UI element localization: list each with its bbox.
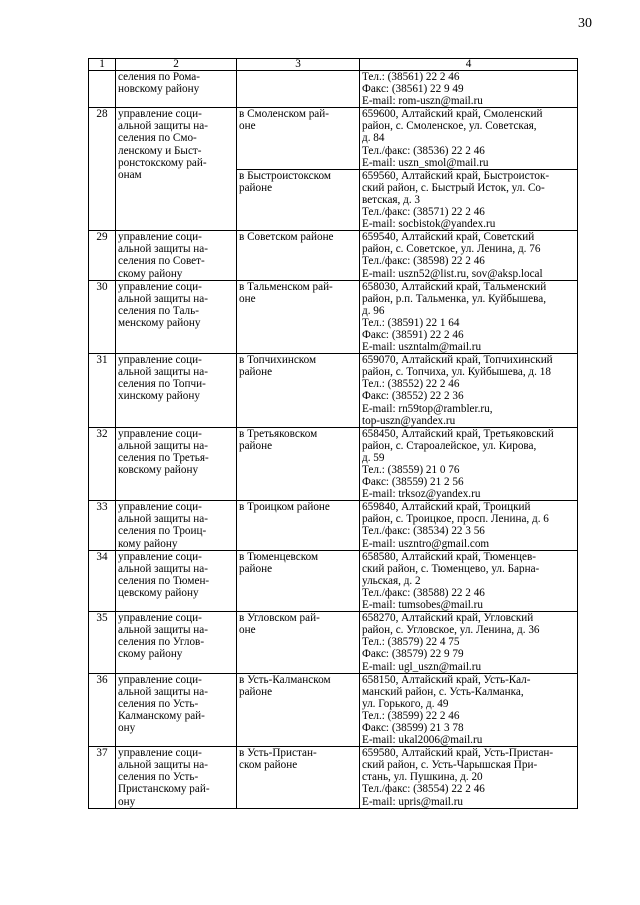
organization-line: Пристанскому рай- [118, 783, 210, 796]
district-cell [237, 501, 360, 550]
contact-line: ветская, д. 3 [362, 193, 421, 206]
organization-line: альной защиты на- [118, 366, 208, 379]
organization-line: селения по Топчи- [118, 378, 206, 391]
organization-line: управление соци- [118, 747, 202, 760]
contact-line: Тел.: (38591) 22 1 64 [362, 316, 460, 329]
organization-line: селения по Совет- [118, 255, 205, 268]
contact-line: ский район, с. Тюменцево, ул. Барна- [362, 562, 540, 575]
district-line: в Тальменском рай- [239, 280, 333, 293]
district-line: районе [239, 366, 273, 379]
organization-line: альной защиты на- [118, 292, 208, 305]
row-number: 29 [89, 231, 116, 280]
organization-cell [116, 108, 237, 231]
contact-line: район, с. Староалейское, ул. Кирова, [362, 439, 537, 452]
organization-line: ковскому району [118, 464, 199, 476]
contact-line: манский район, с. Усть-Калманка, [362, 685, 524, 698]
district-line: оне [239, 624, 256, 637]
organization-line: альной защиты на- [118, 243, 208, 256]
contact-line: Тел.: (38552) 22 2 46 [362, 378, 460, 391]
organization-cell [116, 427, 237, 501]
organization-line: ленскому и Быст- [118, 144, 202, 157]
district-line: в Усть-Калманском [239, 673, 331, 686]
table-row [89, 673, 578, 747]
row-number: 32 [89, 427, 116, 501]
contact-line: Тел./факс: (38598) 22 2 46 [362, 255, 485, 268]
district-line: в Тюменцевском [239, 550, 319, 563]
district-line: районе [239, 439, 273, 452]
organization-line: управление соци- [118, 354, 202, 367]
organization-line: Калманскому рай- [118, 709, 205, 722]
district-line: оне [239, 120, 256, 133]
contact-line: E-mail: rom-uszn@mail.ru [362, 95, 483, 108]
district-cell [237, 612, 360, 673]
table-row [89, 71, 578, 108]
district-cell [237, 427, 360, 501]
header-col-1: 1 [89, 59, 116, 71]
organization-cell [116, 280, 237, 354]
table-row [89, 354, 578, 428]
contact-line: E-mail: ugl_uszn@mail.ru [362, 660, 482, 673]
organization-line: селения по Усть- [118, 697, 199, 710]
contact-line: 658030, Алтайский край, Тальменский [362, 280, 547, 293]
contact-line: Тел.: (38559) 21 0 76 [362, 464, 460, 476]
contact-line: 658150, Алтайский край, Усть-Кал- [362, 673, 531, 686]
table-row [89, 427, 578, 501]
contact-line: ул. Горького, д. 49 [362, 697, 449, 710]
contact-line: E-mail: uszntalm@mail.ru [362, 341, 482, 354]
contact-line: Факс: (38579) 22 9 79 [362, 648, 464, 661]
organization-line: скому району [118, 267, 183, 280]
organization-cell [116, 550, 237, 611]
organization-line: управление соци- [118, 231, 202, 244]
district-line: в Смоленском рай- [239, 108, 329, 121]
organization-cell [116, 673, 237, 747]
contact-line: Факс: (38599) 21 3 78 [362, 721, 464, 734]
organization-line: альной защиты на- [118, 759, 208, 772]
offices-table [88, 58, 578, 809]
district-line: в Угловском рай- [239, 612, 320, 625]
row-number: 30 [89, 280, 116, 354]
contact-line: E-mail: uszn_smol@mail.ru [362, 156, 489, 169]
row-number: 31 [89, 354, 116, 428]
header-col-3: 3 [237, 59, 360, 71]
contact-cell [360, 71, 578, 108]
district-line: ском районе [239, 759, 298, 772]
district-cell [237, 280, 360, 354]
organization-line: альной защиты на- [118, 562, 208, 575]
contact-line: Факс: (38559) 21 2 56 [362, 476, 464, 489]
district-cell [237, 747, 360, 808]
organization-line: селения по Усть- [118, 771, 199, 784]
organization-line: альной защиты на- [118, 624, 208, 637]
organization-line: селения по Третья- [118, 451, 209, 464]
contact-line: Тел.: (38579) 22 4 75 [362, 636, 460, 649]
organization-line: альной защиты на- [118, 120, 208, 133]
organization-cell [116, 501, 237, 550]
contact-line: район, с. Троицкое, просп. Ленина, д. 6 [362, 513, 549, 526]
district-line: районе [239, 562, 273, 575]
contact-line: Тел./факс: (38588) 22 2 46 [362, 586, 485, 599]
contact-line: 659560, Алтайский край, Быстроисток- [362, 169, 550, 182]
organization-line: управление соци- [118, 612, 202, 625]
organization-line: ону [118, 795, 136, 808]
organization-line: управление соци- [118, 427, 202, 440]
organization-line: управление соци- [118, 501, 202, 514]
row-number [89, 71, 116, 108]
table-row [89, 108, 578, 169]
organization-line: ону [118, 721, 136, 734]
contact-line: Факс: (38591) 22 2 46 [362, 328, 464, 341]
table-row [89, 612, 578, 673]
contact-line: д. 84 [362, 132, 385, 145]
contact-line: д. 96 [362, 304, 385, 317]
district-cell [237, 354, 360, 428]
district-cell [237, 550, 360, 611]
organization-line: управление соци- [118, 673, 202, 686]
district-cell [237, 231, 360, 280]
contact-line: 659070, Алтайский край, Топчихинский [362, 354, 553, 367]
contact-cell [360, 747, 578, 808]
organization-line: альной защиты на- [118, 439, 208, 452]
contact-line: E-mail: socbistok@yandex.ru [362, 218, 496, 231]
contact-line: Факс: (38552) 22 2 36 [362, 390, 464, 403]
contact-line: район, с. Угловское, ул. Ленина, д. 36 [362, 624, 540, 637]
page-number: 30 [578, 16, 592, 31]
contact-line: район, р.п. Тальменка, ул. Куйбышева, [362, 292, 547, 305]
contact-line: Тел.: (38561) 22 2 46 [362, 71, 460, 83]
row-number: 37 [89, 747, 116, 808]
contact-line: Тел./факс: (38554) 22 2 46 [362, 783, 485, 796]
contact-cell [360, 108, 578, 169]
table-row [89, 231, 578, 280]
contact-line: Факс: (38561) 22 9 49 [362, 83, 464, 96]
organization-line: селения по Углов- [118, 636, 205, 649]
organization-line: альной защиты на- [118, 685, 208, 698]
district-line: районе [239, 181, 273, 194]
contact-line: E-mail: uszntro@gmail.com [362, 537, 490, 550]
contact-line: стань, ул. Пушкина, д. 20 [362, 771, 483, 784]
organization-line: управление соци- [118, 108, 202, 121]
organization-line: селения по Таль- [118, 304, 199, 317]
contact-line: ский район, с. Быстрый Исток, ул. Со- [362, 181, 545, 194]
contact-line: ский район, с. Усть-Чарышская При- [362, 759, 538, 772]
contact-cell [360, 612, 578, 673]
contact-cell [360, 169, 578, 230]
contact-line: E-mail: tumsobes@mail.ru [362, 599, 483, 612]
district-line: оне [239, 292, 256, 305]
row-number: 33 [89, 501, 116, 550]
contact-cell [360, 354, 578, 428]
contact-line: E-mail: rn59top@rambler.ru, [362, 402, 493, 415]
organization-line: селения по Смо- [118, 132, 197, 145]
contact-line: E-mail: ukal2006@mail.ru [362, 734, 483, 747]
organization-line: управление соци- [118, 550, 202, 563]
organization-cell [116, 71, 237, 108]
row-number: 35 [89, 612, 116, 673]
district-line: в Быстроистокском [239, 169, 331, 182]
header-col-4: 4 [360, 59, 578, 71]
contact-line: 658580, Алтайский край, Тюменцев- [362, 550, 537, 563]
header-col-2: 2 [116, 59, 237, 71]
contact-line: 658270, Алтайский край, Угловский [362, 612, 534, 625]
row-number: 28 [89, 108, 116, 231]
contact-cell [360, 231, 578, 280]
organization-line: управление соци- [118, 280, 202, 293]
contact-line: E-mail: uszn52@list.ru, sov@aksp.local [362, 267, 543, 280]
table-body [89, 71, 578, 809]
district-line: в Советском районе [239, 231, 334, 244]
district-line: в Топчихинском [239, 354, 317, 367]
contact-line: 659840, Алтайский край, Троицкий [362, 501, 531, 514]
table-row [89, 280, 578, 354]
contact-line: 658450, Алтайский край, Третьяковский [362, 427, 554, 440]
contact-cell [360, 280, 578, 354]
contact-line: район, с. Смоленское, ул. Советская, [362, 120, 537, 133]
district-cell [237, 169, 360, 230]
organization-line: новскому району [118, 83, 200, 96]
organization-line: онам [118, 168, 142, 181]
contact-line: ульская, д. 2 [362, 574, 421, 587]
contact-line: 659540, Алтайский край, Советский [362, 231, 535, 244]
organization-line: менскому району [118, 316, 201, 329]
district-line: районе [239, 685, 273, 698]
contact-cell [360, 427, 578, 501]
organization-cell [116, 612, 237, 673]
contact-line: top-uszn@yandex.ru [362, 414, 456, 427]
organization-line: селения по Рома- [118, 71, 200, 83]
organization-cell [116, 354, 237, 428]
organization-line: селения по Троиц- [118, 525, 207, 538]
contact-line: Тел./факс: (38571) 22 2 46 [362, 206, 485, 219]
district-cell [237, 108, 360, 169]
contact-line: 659580, Алтайский край, Усть-Пристан- [362, 747, 554, 760]
contact-cell [360, 501, 578, 550]
contact-line: Тел./факс: (38534) 22 3 56 [362, 525, 485, 538]
contact-cell [360, 673, 578, 747]
district-cell [237, 71, 360, 108]
district-line: в Третьяковском [239, 427, 318, 440]
row-number: 36 [89, 673, 116, 747]
row-number: 34 [89, 550, 116, 611]
organization-line: кому району [118, 537, 178, 550]
organization-cell [116, 747, 237, 808]
organization-line: ронстокскому рай- [118, 156, 207, 169]
organization-line: скому району [118, 648, 183, 661]
organization-line: селения по Тюмен- [118, 574, 210, 587]
table-row [89, 747, 578, 808]
contact-line: д. 59 [362, 451, 385, 464]
district-line: в Троицком районе [239, 501, 330, 514]
contact-cell [360, 550, 578, 611]
district-cell [237, 673, 360, 747]
organization-line: альной защиты на- [118, 513, 208, 526]
organization-cell [116, 231, 237, 280]
district-line: в Усть-Пристан- [239, 747, 317, 760]
contact-line: E-mail: trksoz@yandex.ru [362, 488, 481, 501]
contact-line: Тел./факс: (38536) 22 2 46 [362, 144, 485, 157]
header-row [89, 59, 578, 71]
contact-line: район, с. Советское, ул. Ленина, д. 76 [362, 243, 541, 256]
contact-line: Тел.: (38599) 22 2 46 [362, 709, 460, 722]
organization-line: цевскому району [118, 586, 199, 599]
organization-line: хинскому району [118, 390, 200, 403]
contact-line: E-mail: upris@mail.ru [362, 795, 464, 808]
table-row [89, 501, 578, 550]
table-row [89, 550, 578, 611]
contact-line: 659600, Алтайский край, Смоленский [362, 108, 543, 121]
contact-line: район, с. Топчиха, ул. Куйбышева, д. 18 [362, 366, 551, 379]
